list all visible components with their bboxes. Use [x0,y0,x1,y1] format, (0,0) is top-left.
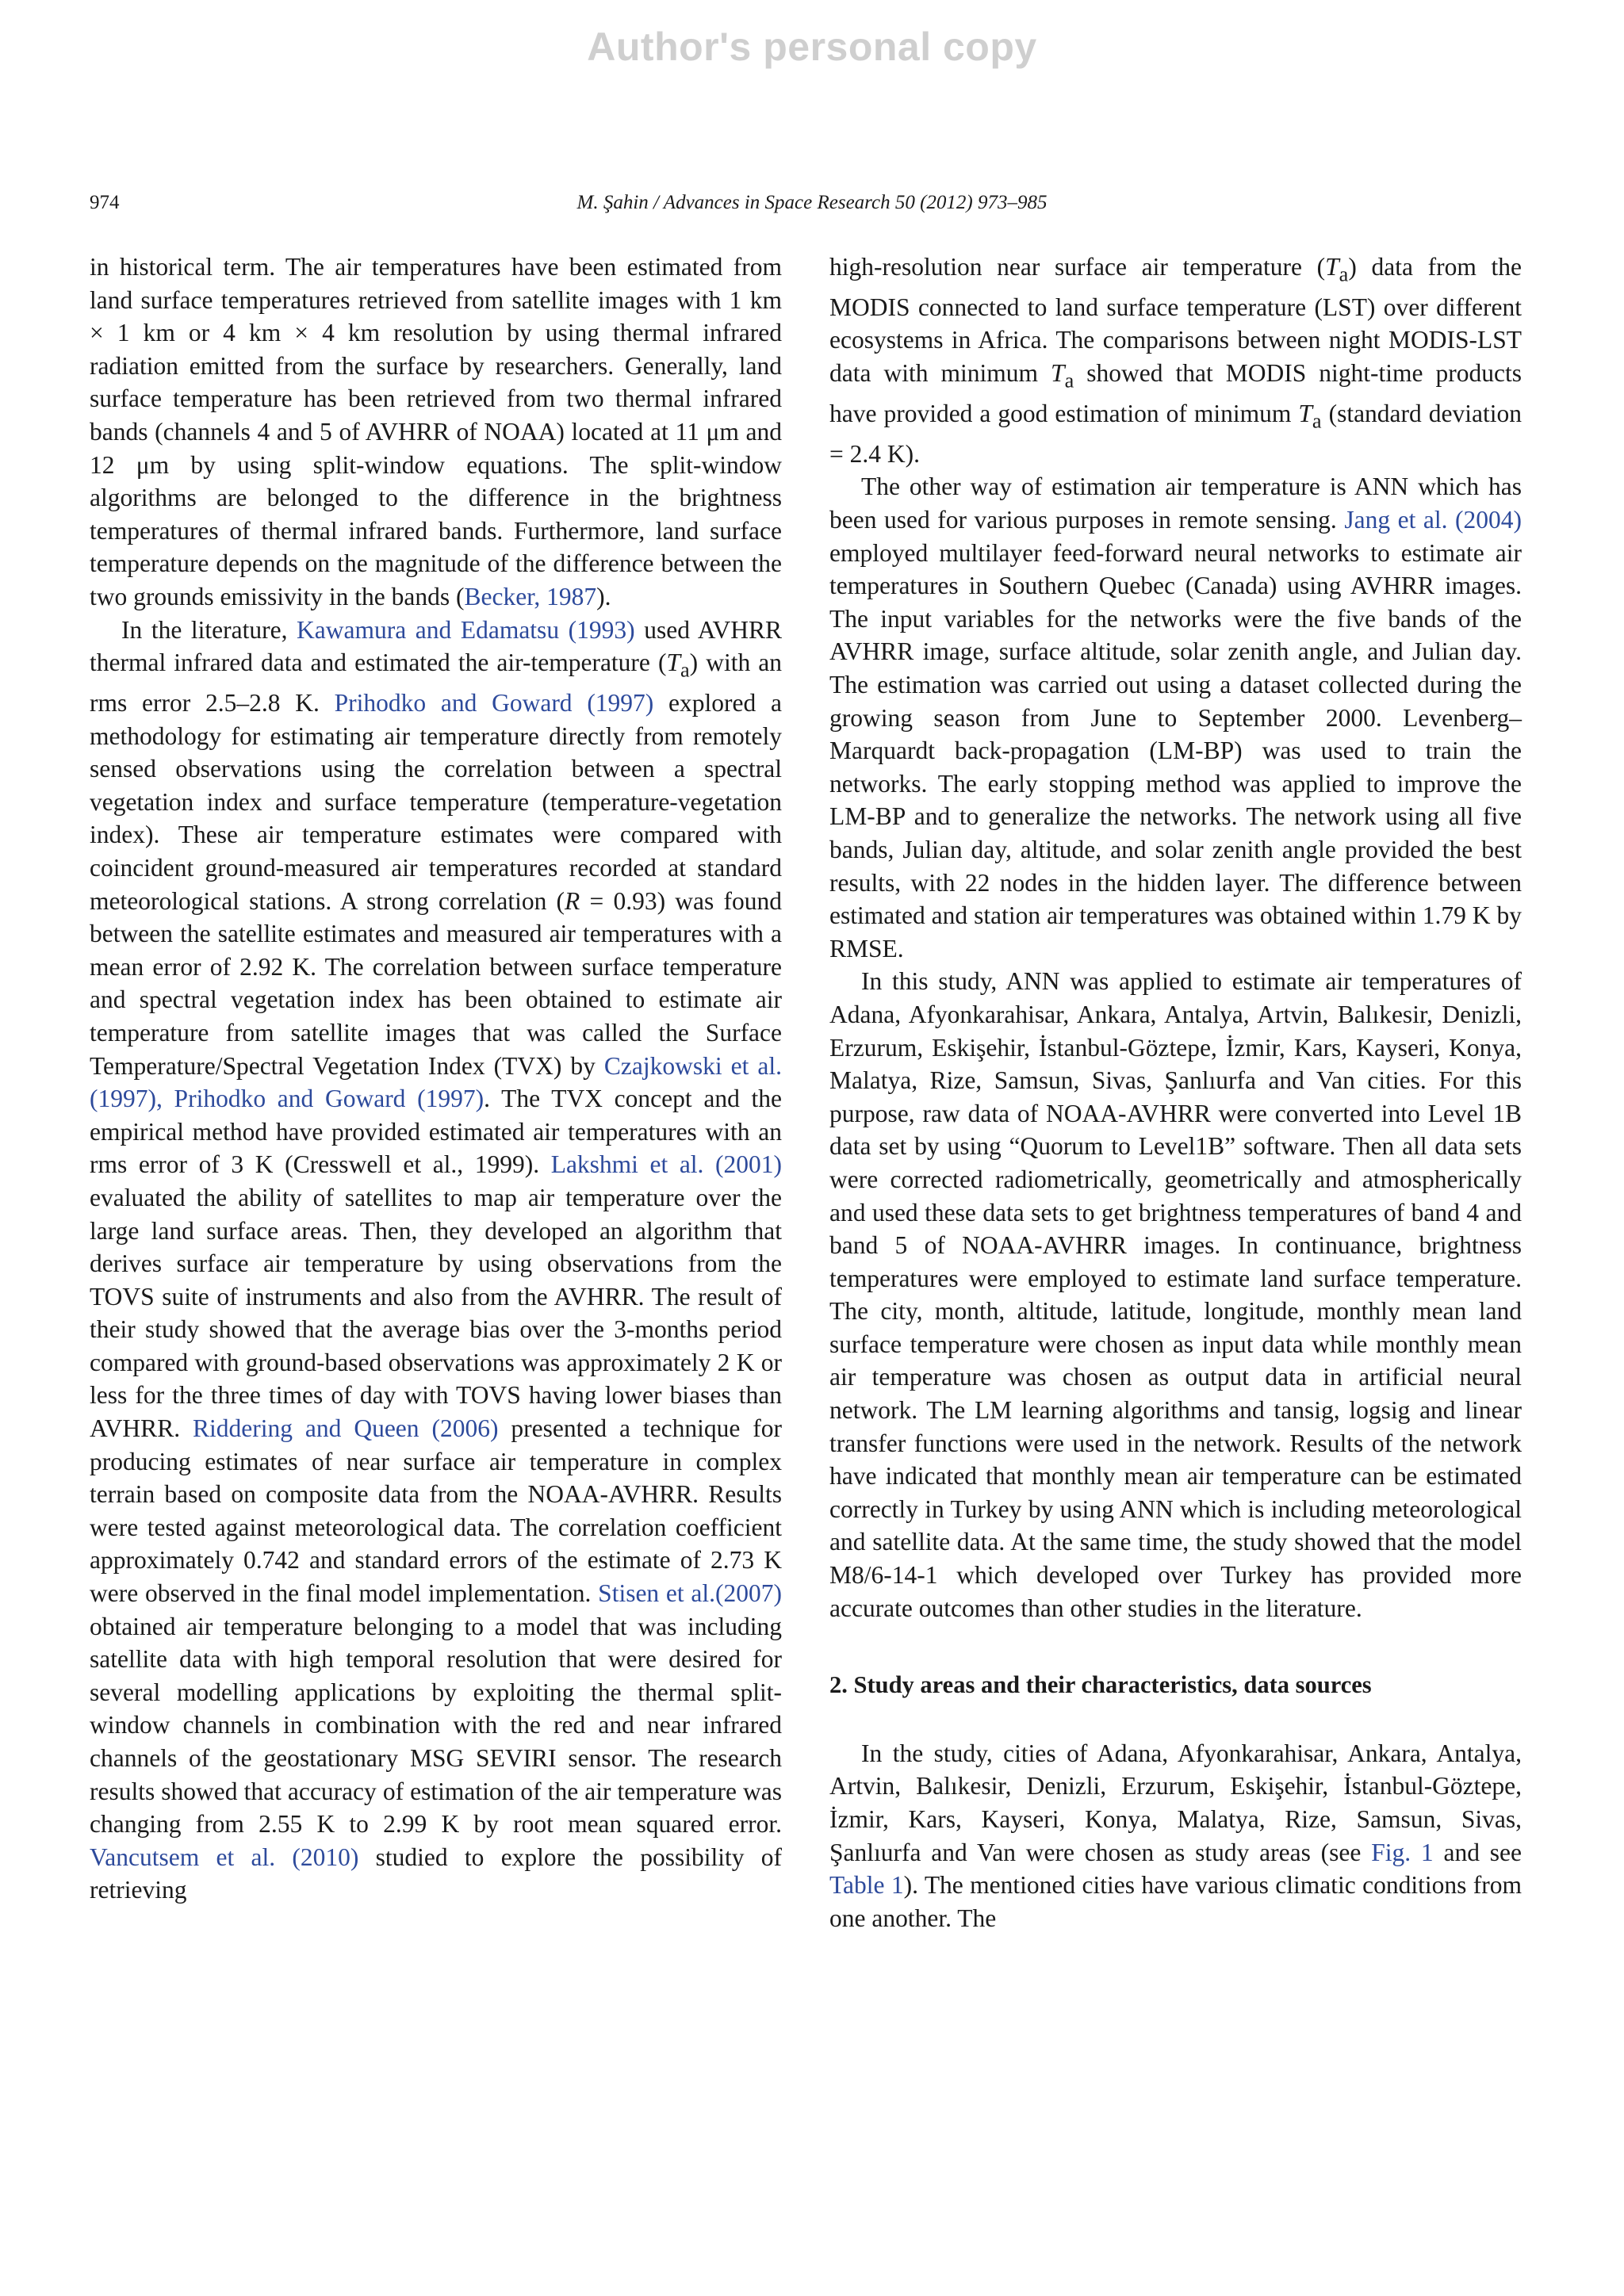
table-link[interactable]: Table 1 [829,1871,904,1900]
text: In the study, cities of Adana, Afyonkarahisar, Ankara, Antalya, Artvin, Balıkesir, Denizli, Erzurum, Eskişehir, İstanbul-Göztepe, İzmir, Kars, Kayseri, Konya, Malatya, Rize, Samsun, Sivas, Şanlıurfa and Van were chosen as study areas (see [829,1739,1522,1866]
text: and see [1433,1838,1522,1866]
paragraph: In this study, ANN was applied to estimate air temperatures of Adana, Afyonkarahisar, Ankara, Antalya, Artvin, Balıkesir, Denizli, Erzurum, Eskişehir, İstanbul-Göztepe, İzmir, Kars, Kayseri, Konya, Malatya, Rize, Samsun, Sivas, Şanlıurfa and Van cities. For this purpose, raw data of NOAA-AVHRR were converted into Level 1B data set by using “Quorum to Level1B” software. Then all data sets were corrected radiometrically, geometrically and atmospherically and used these data sets to get brightness temperatures of band 4 and band 5 of NOAA-AVHRR images. In continuance, brightness temperatures were employed to estimate land surface temperature. The city, month, altitude, latitude, longitude, monthly mean land surface temperature were chosen as input data while monthly mean air temperature was chosen as output data in artificial neural network. The LM learning algorithms and tansig, logsig and linear transfer functions were used in the network. Results of the network have indicated that monthly mean air temperature can be estimated correctly in Turkey by using ANN which is including meteorological and satellite data. At the same time, the study showed that the model M8/6-14-1 which developed over Turkey has provided more accurate outcomes than other studies in the literature. [829,967,1522,1622]
citation-link[interactable]: Czajkowski et al. (1997), Prihodko and Goward (1997) [90,1051,783,1113]
math-subscript: a [1064,369,1074,392]
page-number: 974 [90,192,120,213]
math-symbol: T [1325,253,1339,281]
text: (standard deviation = 2.4 K). [829,399,1522,468]
text: employed multilayer feed-forward neural networks to estimate air temperatures in Southern Quebec (Canada) using AVHRR images. The input variables for the networks were the five bands of the AVHRR image, surface altitude, solar zenith angle, and Julian day. The estimation was carried out using a dataset collected during the growing season from June to September 2000. Levenberg–Marquardt back-propagation (LM-BP) was used to train the networks. The early stopping method was applied to improve the LM-BP and to generalize the networks. The network using all five bands, Julian day, altitude, and solar zenith angle provided the best results, with 22 nodes in the hidden layer. The difference between estimated and station air temperatures was obtained within 1.79 K by RMSE. [829,538,1522,962]
citation-link[interactable]: Lakshmi et al. (2001) [550,1150,782,1179]
text: ). [596,582,611,610]
text: . The TVX concept and the empirical method have provided estimated air temperatures with an rms error of 3 K (Cresswell et al., 1999). [90,1085,783,1179]
text: evaluated the ability of satellites to map air temperature over the large land surface areas. Then, they developed an algorithm that derives surface air temperature by using observations from the TOVS suite of instruments and also from the AVHRR. The result of their study showed that the average bias over the 3-months period compared with ground-based observations was approximately 2 K or less for the three times of day with TOVS having lower biases than AVHRR. [90,1183,782,1443]
text: obtained air temperature belonging to a model that was including satellite data with high temporal resolution that were desired for several modelling applications by exploiting the thermal split-window channels in combination with the red and near infrared channels of the geostationary MSG SEVIRI sensor. The research results showed that accuracy of estimation of the air temperature was changing from 2.55 K to 2.99 K by root mean squared error. [90,1612,782,1839]
citation-link[interactable]: Becker, 1987 [464,582,597,610]
text: The other way of estimation air temperature is ANN which has been used for various purposes in remote sensing. [829,473,1522,534]
section-heading: 2. Study areas and their characteristics, data sources [829,1671,1372,1699]
citation-link[interactable]: Kawamura and Edamatsu (1993) [297,615,635,644]
text: high-resolution near surface air temperature ( [829,253,1326,281]
paragraph [90,614,782,1907]
citation-link[interactable]: Riddering and Queen (2006) [193,1414,499,1443]
citation-link[interactable]: Prihodko and Goward (1997) [334,689,654,718]
math-symbol: T [666,649,680,677]
left-column [90,251,782,1907]
math-subscript: a [680,658,690,682]
math-symbol: T [1298,399,1312,427]
paragraph [90,251,782,614]
running-head: M. Şahin / Advances in Space Research 50 (2012) 973–985 [576,192,1048,213]
text: = 0.93) was found between the satellite estimates and measured air temperatures with a mean error of 2.92 K. The correlation between surface temperature and spectral vegetation index has been obtained to estimate air temperature from satellite images that was called the Surface Temperature/Spectral Vegetation Index (TVX) by [90,886,782,1080]
text: explored a methodology for estimating air temperature directly from remotely sensed observations using the correlation between a spectral vegetation index and surface temperature (temperature-vegetation index). These air temperature estimates were compared with coincident ground-measured air temperatures recorded at standard meteorological stations. A strong correlation ( [90,689,782,915]
citation-link[interactable]: Vancutsem et al. (2010) [90,1843,359,1871]
text: presented a technique for producing estimates of near surface air temperature in complex terrain based on composite data from the NOAA-AVHRR. Results were tested against meteorological data. The correlation coefficient approximately 0.742 and standard errors of the estimate of 2.73 K were observed in the final model implementation. [90,1414,782,1608]
paragraph [829,251,1522,470]
citation-link[interactable]: Stisen et al.(2007) [598,1579,782,1608]
math-subscript: a [1339,262,1349,286]
text: ) data from the MODIS connected to land surface temperature (LST) over different ecosystems in Africa. The comparisons between night MODIS-LST data with minimum [829,253,1522,388]
text: In the literature, [121,615,297,644]
text: ). The mentioned cities have various climatic conditions from one another. The [829,1871,1522,1932]
text: used AVHRR thermal infrared data and estimated the air-temperature ( [90,615,783,677]
figure-link[interactable]: Fig. 1 [1371,1838,1434,1866]
text: showed that MODIS night-time products have provided a good estimation of minimum [829,359,1522,427]
paragraph [829,1737,1522,1935]
citation-link[interactable]: Jang et al. (2004) [1344,506,1522,534]
right-column [829,251,1522,1934]
paragraph [829,470,1522,965]
math-symbol: R [565,886,580,915]
watermark: Author's personal copy [587,25,1037,69]
text: in historical term. The air temperatures have been estimated from land surface temperatures retrieved from satellite images with 1 km × 1 km or 4 km × 4 km resolution by using thermal infrared radiation emitted from the surface by researchers. Generally, land surface temperature has been retrieved from two thermal infrared bands (channels 4 and 5 of AVHRR of NOAA) located at 11 μm and 12 μm by using split-window equations. The split-window algorithms are belonged to the difference in the brightness temperatures of thermal infrared bands. Furthermore, land surface temperature depends on the magnitude of the difference between the two grounds emissivity in the bands ( [90,253,782,610]
text: studied to explore the possibility of retrieving [90,1843,782,1904]
math-subscript: a [1312,409,1322,433]
text: ) with an rms error 2.5–2.8 K. [90,649,782,718]
math-symbol: T [1051,359,1065,388]
